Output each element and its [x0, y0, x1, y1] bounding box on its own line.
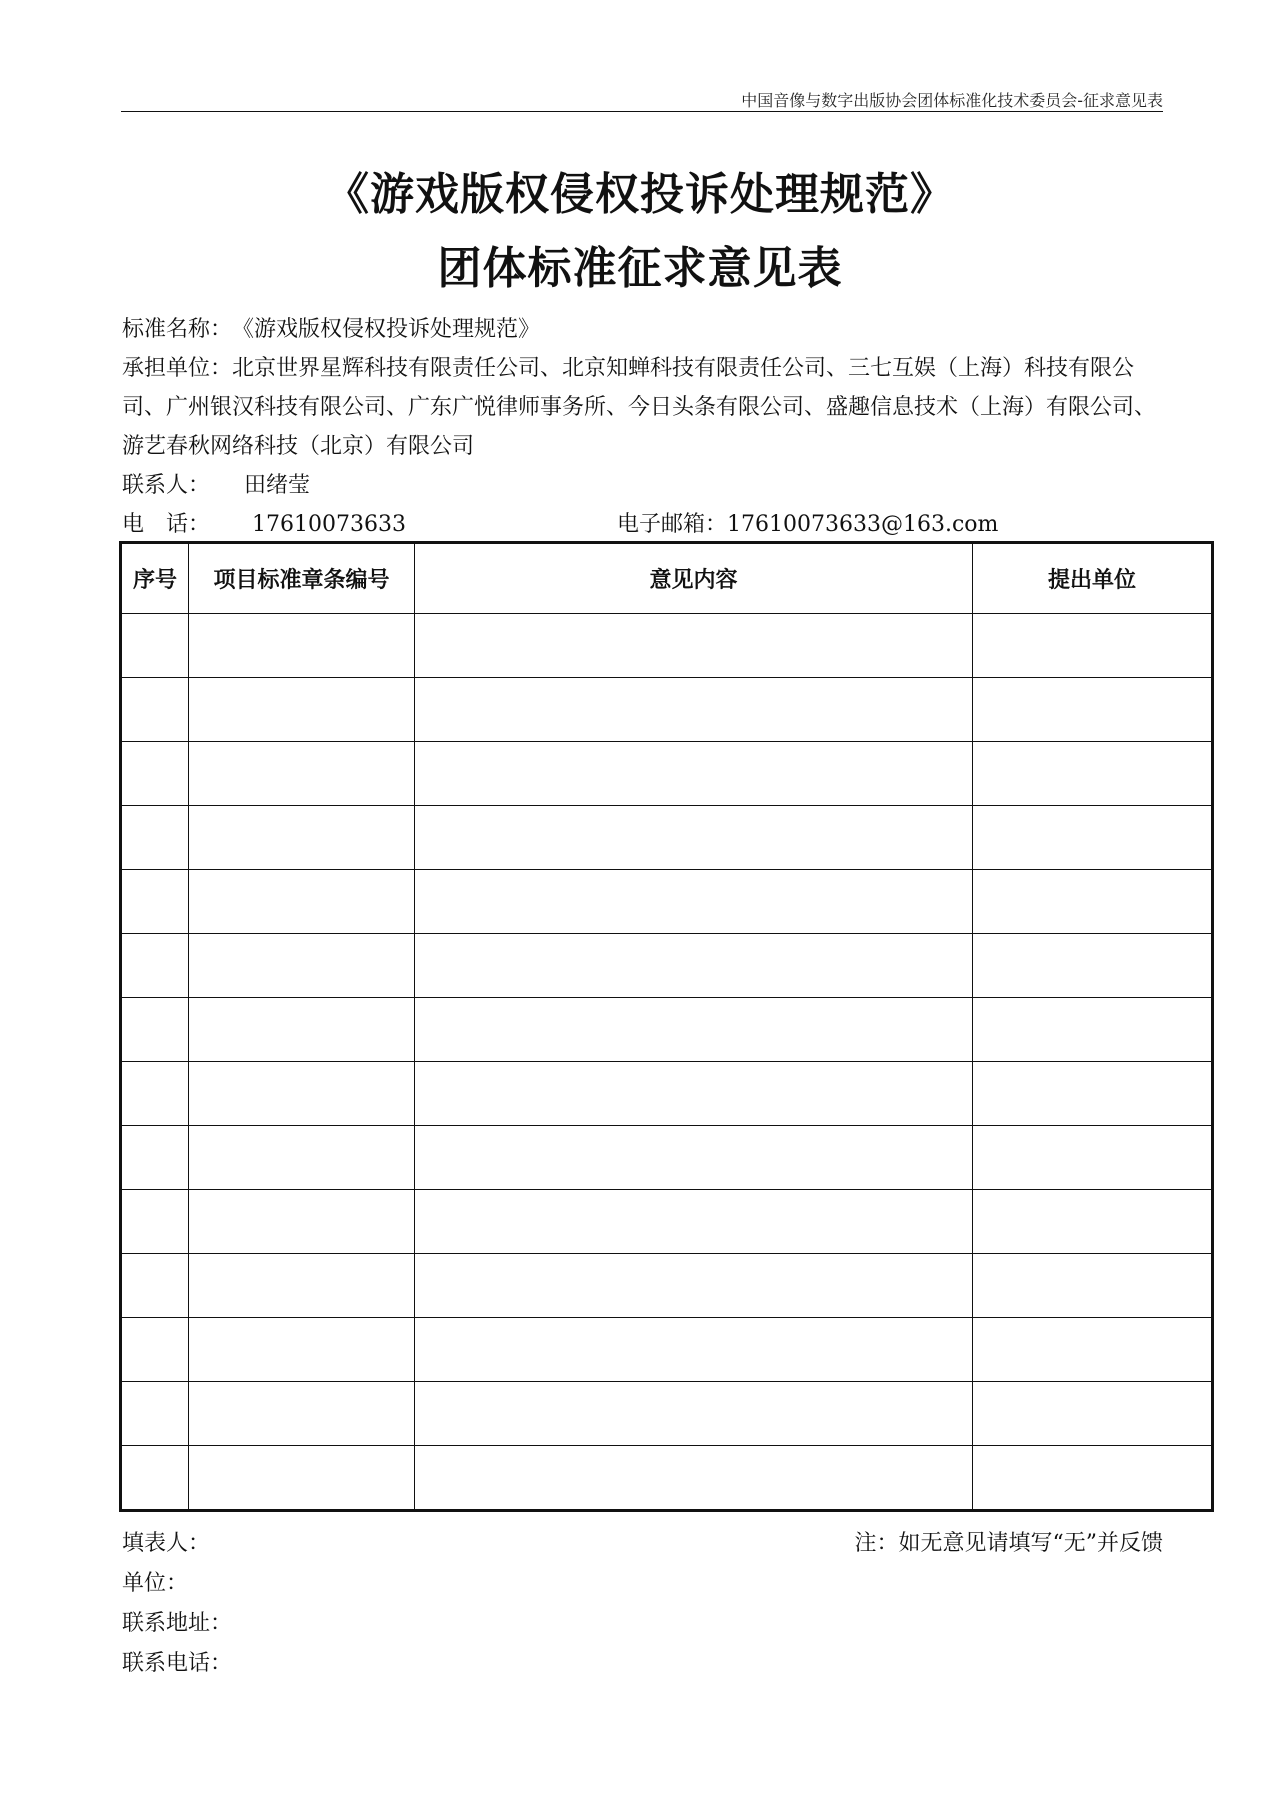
- cell-serial-number[interactable]: [121, 998, 189, 1062]
- cell-serial-number[interactable]: [121, 678, 189, 742]
- cell-proposing-unit[interactable]: [973, 1318, 1213, 1382]
- cell-opinion-content[interactable]: [415, 1318, 973, 1382]
- cell-opinion-content[interactable]: [415, 870, 973, 934]
- cell-serial-number[interactable]: [121, 614, 189, 678]
- cell-opinion-content[interactable]: [415, 806, 973, 870]
- cell-opinion-content[interactable]: [415, 1190, 973, 1254]
- footer-note: 注：如无意见请填写“无”并反馈: [854, 1531, 1163, 1556]
- document-title: 《游戏版权侵权投诉处理规范》: [325, 169, 955, 220]
- table-row: [121, 742, 1213, 806]
- table-row: [121, 1446, 1213, 1511]
- cell-opinion-content[interactable]: [415, 1382, 973, 1446]
- unit-label: 单位：: [122, 1571, 189, 1596]
- cell-opinion-content[interactable]: [415, 1126, 973, 1190]
- info-section: [122, 310, 1167, 544]
- cell-proposing-unit[interactable]: [973, 614, 1213, 678]
- cell-serial-number[interactable]: [121, 806, 189, 870]
- contact-label: 联系人：: [122, 473, 211, 498]
- cell-clause-number[interactable]: [189, 1126, 415, 1190]
- standard-name-label: 标准名称：: [122, 317, 233, 342]
- cell-serial-number[interactable]: [121, 1190, 189, 1254]
- contact-row: [122, 466, 1167, 505]
- cell-proposing-unit[interactable]: [973, 934, 1213, 998]
- table-row: [121, 1382, 1213, 1446]
- address-label: 联系地址：: [122, 1611, 233, 1636]
- table-header-row: [121, 543, 1213, 614]
- table-row: [121, 998, 1213, 1062]
- cell-proposing-unit[interactable]: [973, 678, 1213, 742]
- table-row: [121, 870, 1213, 934]
- cell-clause-number[interactable]: [189, 614, 415, 678]
- cell-proposing-unit[interactable]: [973, 806, 1213, 870]
- cell-clause-number[interactable]: [189, 806, 415, 870]
- cell-clause-number[interactable]: [189, 1254, 415, 1318]
- phone-label: 电 话：: [122, 512, 211, 537]
- page-header: 中国音像与数字出版协会团体标准化技术委员会-征求意见表: [741, 91, 1163, 110]
- cell-clause-number[interactable]: [189, 1190, 415, 1254]
- undertaker-value: 北京世界星辉科技有限责任公司、北京知蝉科技有限责任公司、三七互娱（上海）科技有限公司、广州银汉科技有限公司、广东广悦律师事务所、今日头条有限公司、盛趣信息技术（上海）有限公司、游艺春秋网络科技（北京）有限公司: [122, 356, 1157, 459]
- cell-proposing-unit[interactable]: [973, 1446, 1213, 1511]
- cell-proposing-unit[interactable]: [973, 1126, 1213, 1190]
- table-row: [121, 1062, 1213, 1126]
- cell-proposing-unit[interactable]: [973, 1062, 1213, 1126]
- cell-clause-number[interactable]: [189, 998, 415, 1062]
- cell-proposing-unit[interactable]: [973, 1382, 1213, 1446]
- cell-serial-number[interactable]: [121, 1254, 189, 1318]
- cell-clause-number[interactable]: [189, 1062, 415, 1126]
- undertaker-label: 承担单位：: [122, 356, 233, 381]
- table-row: [121, 1318, 1213, 1382]
- cell-proposing-unit[interactable]: [973, 998, 1213, 1062]
- cell-serial-number[interactable]: [121, 870, 189, 934]
- cell-proposing-unit[interactable]: [973, 1254, 1213, 1318]
- table-row: [121, 1126, 1213, 1190]
- cell-opinion-content[interactable]: [415, 742, 973, 806]
- table-row: [121, 806, 1213, 870]
- cell-serial-number[interactable]: [121, 742, 189, 806]
- cell-clause-number[interactable]: [189, 1446, 415, 1511]
- standard-name-value: 《游戏版权侵权投诉处理规范》: [232, 317, 541, 342]
- cell-clause-number[interactable]: [189, 1318, 415, 1382]
- email-value: 17610073633@163.com: [727, 512, 999, 537]
- cell-serial-number[interactable]: [121, 1382, 189, 1446]
- phone-email-row: [122, 505, 1167, 544]
- filler-label: 填表人：: [122, 1531, 211, 1556]
- cell-proposing-unit[interactable]: [973, 742, 1213, 806]
- cell-serial-number[interactable]: [121, 1318, 189, 1382]
- cell-serial-number[interactable]: [121, 934, 189, 998]
- cell-opinion-content[interactable]: [415, 1062, 973, 1126]
- undertaker-row: [122, 349, 1167, 466]
- table-row: [121, 614, 1213, 678]
- standard-name-row: [122, 310, 1167, 349]
- header-clause-number: 项目标准章条编号: [189, 543, 415, 614]
- table-row: [121, 1254, 1213, 1318]
- contact-phone-label: 联系电话：: [122, 1651, 233, 1676]
- cell-clause-number[interactable]: [189, 870, 415, 934]
- table-row: [121, 678, 1213, 742]
- cell-serial-number[interactable]: [121, 1446, 189, 1511]
- contact-value: 田绪莹: [244, 473, 311, 498]
- header-proposing-unit: 提出单位: [973, 543, 1213, 614]
- cell-opinion-content[interactable]: [415, 998, 973, 1062]
- table-row: [121, 1190, 1213, 1254]
- header-serial-number: 序号: [121, 543, 189, 614]
- opinion-table: [119, 541, 1214, 1512]
- cell-opinion-content[interactable]: [415, 678, 973, 742]
- cell-proposing-unit[interactable]: [973, 1190, 1213, 1254]
- cell-opinion-content[interactable]: [415, 934, 973, 998]
- cell-serial-number[interactable]: [121, 1062, 189, 1126]
- email-label: 电子邮箱：: [617, 512, 728, 537]
- footer-fields: [122, 1524, 232, 1684]
- table-row: [121, 934, 1213, 998]
- cell-clause-number[interactable]: [189, 678, 415, 742]
- cell-clause-number[interactable]: [189, 934, 415, 998]
- cell-opinion-content[interactable]: [415, 1254, 973, 1318]
- phone-value: 17610073633: [252, 512, 406, 537]
- cell-clause-number[interactable]: [189, 742, 415, 806]
- cell-proposing-unit[interactable]: [973, 870, 1213, 934]
- cell-clause-number[interactable]: [189, 1382, 415, 1446]
- table-body: [121, 614, 1213, 1511]
- cell-opinion-content[interactable]: [415, 1446, 973, 1511]
- email-block: [617, 505, 998, 544]
- document-subtitle: 团体标准征求意见表: [437, 243, 843, 294]
- header-opinion-content: 意见内容: [415, 543, 973, 614]
- cell-serial-number[interactable]: [121, 1126, 189, 1190]
- cell-opinion-content[interactable]: [415, 614, 973, 678]
- header-divider: [121, 111, 1163, 112]
